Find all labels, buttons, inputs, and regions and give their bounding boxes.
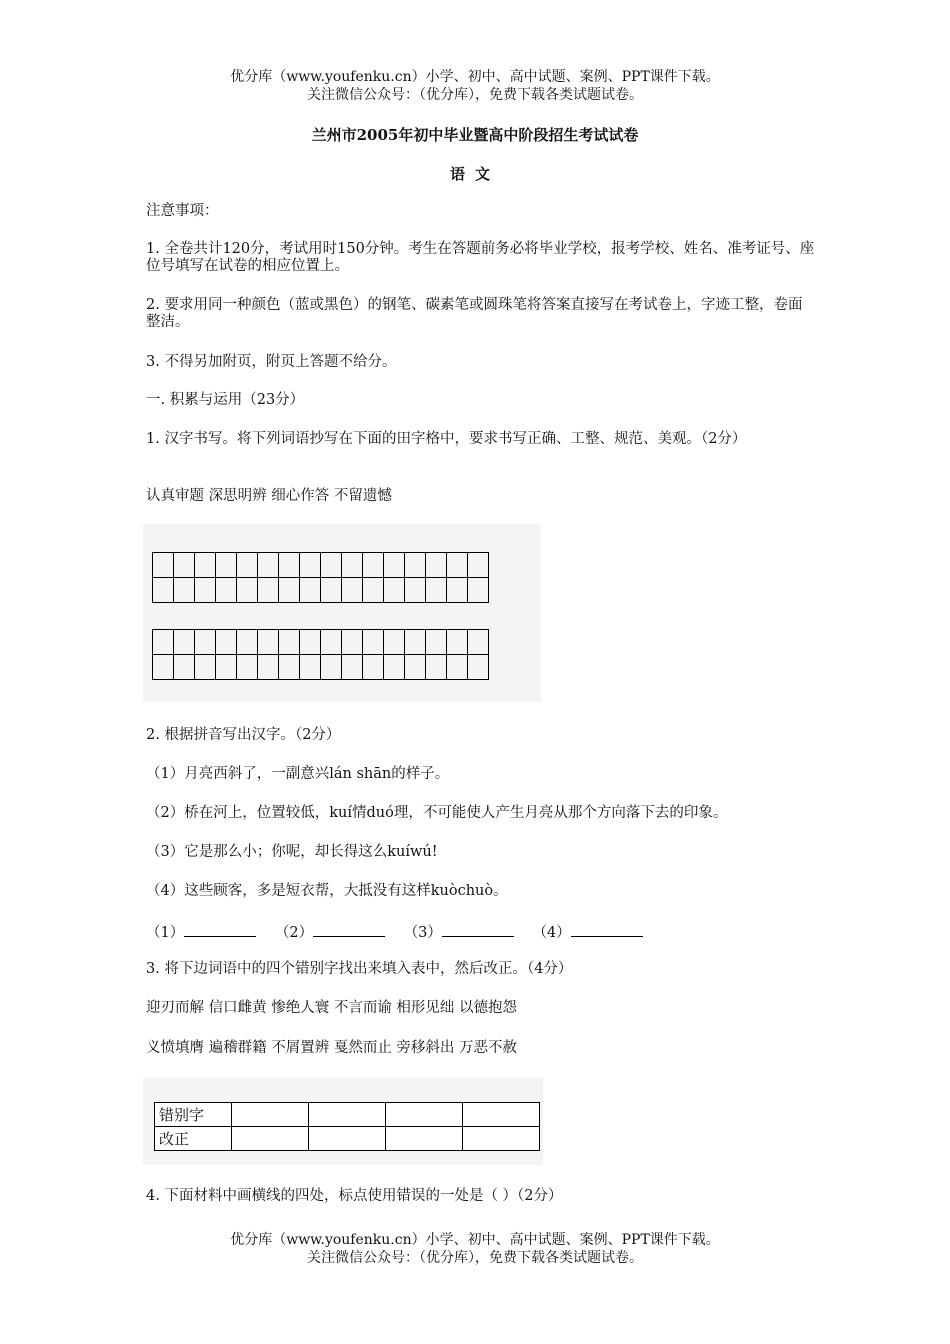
note-3: 3. 不得另加附页，附页上答题不给分。 (146, 354, 397, 370)
grid-cell[interactable] (258, 578, 279, 603)
answer-cell[interactable] (386, 1103, 463, 1127)
question-2-item-2: （2）桥在河上，位置较低，kuí情duó理，不可能使人产生月亮从那个方向落下去的印象。 (146, 805, 728, 821)
grid-cell[interactable] (405, 578, 426, 603)
grid-cell[interactable] (195, 553, 216, 578)
answer-blank-4[interactable] (571, 922, 643, 937)
grid-cell[interactable] (321, 578, 342, 603)
answer-blank-1[interactable] (184, 922, 256, 937)
grid-cell[interactable] (468, 655, 489, 680)
table-row (155, 1103, 540, 1127)
section-heading: 一. 积累与运用（23分） (146, 392, 305, 408)
grid-cell[interactable] (237, 630, 258, 655)
grid-cell[interactable] (468, 578, 489, 603)
table-row (155, 1127, 540, 1151)
grid-row (153, 578, 489, 603)
question-1: 1. 汉字书写。将下列词语抄写在下面的田字格中，要求书写正确、工整、规范、美观。（2分） (146, 431, 747, 447)
grid-cell[interactable] (153, 553, 174, 578)
answer-cell[interactable] (232, 1103, 309, 1127)
note-2: 2. 要求用同一种颜色（蓝或黑色）的钢笔、碳素笔或圆珠笔将答案直接写在考试卷上，字迹工整，卷面整洁。 (146, 297, 803, 330)
subject-title: 语文 (449, 165, 500, 183)
grid-cell[interactable] (405, 553, 426, 578)
grid-cell[interactable] (174, 553, 195, 578)
question-2-item-1: （1）月亮西斜了，一副意兴lán shān的样子。 (146, 766, 450, 782)
grid-cell[interactable] (195, 630, 216, 655)
grid-cell[interactable] (174, 655, 195, 680)
grid-cell[interactable] (363, 655, 384, 680)
grid-row (153, 655, 489, 680)
grid-cell[interactable] (279, 553, 300, 578)
grid-cell[interactable] (279, 578, 300, 603)
grid-cell[interactable] (426, 655, 447, 680)
correction-table (154, 1102, 540, 1151)
grid-cell[interactable] (300, 553, 321, 578)
question-3-words-2: 义愤填膺 遍稽群籍 不屑置辨 戛然而止 旁移斜出 万恶不赦 (146, 1040, 518, 1056)
answer-blanks (146, 922, 816, 942)
exam-title: 兰州市2005年初中毕业暨高中阶段招生考试试卷 (311, 126, 639, 144)
answer-cell[interactable] (232, 1127, 309, 1151)
grid-cell[interactable] (342, 655, 363, 680)
grid-cell[interactable] (363, 553, 384, 578)
grid-cell[interactable] (258, 630, 279, 655)
grid-cell[interactable] (279, 630, 300, 655)
grid-cell[interactable] (468, 630, 489, 655)
grid-cell[interactable] (468, 553, 489, 578)
grid-cell[interactable] (426, 578, 447, 603)
question-3-words-1: 迎刃而解 信口雌黄 惨绝人寰 不言而谕 相形见绌 以德抱怨 (146, 1000, 518, 1016)
grid-cell[interactable] (342, 553, 363, 578)
note-1: 1. 全卷共计120分，考试用时150分钟。考生在答题前务必将毕业学校，报考学校、姓名、准考证号、座位号填写在试卷的相应位置上。 (146, 241, 815, 274)
grid-cell[interactable] (405, 630, 426, 655)
blank-label-3: （3） (403, 925, 442, 941)
writing-grid-2[interactable] (152, 629, 489, 680)
grid-cell[interactable] (321, 553, 342, 578)
grid-cell[interactable] (447, 578, 468, 603)
writing-grid-1[interactable] (152, 552, 489, 603)
grid-cell[interactable] (342, 578, 363, 603)
grid-cell[interactable] (321, 630, 342, 655)
grid-row (153, 630, 489, 655)
grid-cell[interactable] (237, 553, 258, 578)
grid-cell[interactable] (300, 630, 321, 655)
answer-blank-3[interactable] (442, 922, 514, 937)
grid-cell[interactable] (216, 578, 237, 603)
answer-cell[interactable] (309, 1103, 386, 1127)
question-4: 4. 下面材料中画横线的四处，标点使用错误的一处是（ ）（2分） (146, 1188, 563, 1204)
grid-cell[interactable] (321, 655, 342, 680)
header-line-1: 优分库（www.youfenku.cn）小学、初中、高中试题、案例、PPT课件下载。 (230, 69, 720, 85)
grid-cell[interactable] (447, 553, 468, 578)
writing-grid-area (143, 524, 541, 702)
notes-heading: 注意事项： (146, 203, 219, 219)
grid-cell[interactable] (195, 655, 216, 680)
question-2: 2. 根据拼音写出汉字。（2分） (146, 727, 341, 743)
grid-cell[interactable] (363, 578, 384, 603)
grid-cell[interactable] (300, 655, 321, 680)
grid-cell[interactable] (447, 655, 468, 680)
grid-cell[interactable] (258, 553, 279, 578)
grid-cell[interactable] (174, 578, 195, 603)
grid-cell[interactable] (384, 655, 405, 680)
answer-cell[interactable] (309, 1127, 386, 1151)
question-1-words: 认真审题 深思明辨 细心作答 不留遗憾 (146, 488, 392, 504)
grid-cell[interactable] (174, 630, 195, 655)
grid-row (153, 553, 489, 578)
correction-table-area (143, 1077, 543, 1165)
grid-cell[interactable] (153, 630, 174, 655)
grid-cell[interactable] (258, 655, 279, 680)
footer-line-1: 优分库（www.youfenku.cn）小学、初中、高中试题、案例、PPT课件下载。 (230, 1232, 720, 1248)
grid-cell[interactable] (426, 630, 447, 655)
grid-cell[interactable] (216, 553, 237, 578)
grid-cell[interactable] (300, 578, 321, 603)
grid-cell[interactable] (384, 630, 405, 655)
answer-cell[interactable] (463, 1127, 540, 1151)
answer-blank-2[interactable] (313, 922, 385, 937)
grid-cell[interactable] (426, 553, 447, 578)
grid-cell[interactable] (342, 630, 363, 655)
question-2-item-3: （3）它是那么小；你呢，却长得这么kuíwú! (146, 844, 438, 860)
header-line-2: 关注微信公众号：（优分库），免费下载各类试题试卷。 (307, 87, 643, 103)
grid-cell[interactable] (405, 655, 426, 680)
grid-cell[interactable] (237, 578, 258, 603)
question-3: 3. 将下边词语中的四个错别字找出来填入表中，然后改正。（4分） (146, 961, 573, 977)
answer-cell[interactable] (386, 1127, 463, 1151)
row-label-correct: 改正 (155, 1127, 232, 1151)
grid-cell[interactable] (279, 655, 300, 680)
grid-cell[interactable] (384, 553, 405, 578)
grid-cell[interactable] (216, 630, 237, 655)
blank-label-4: （4） (532, 925, 571, 941)
grid-cell[interactable] (195, 578, 216, 603)
grid-cell[interactable] (447, 630, 468, 655)
answer-cell[interactable] (463, 1103, 540, 1127)
grid-cell[interactable] (153, 578, 174, 603)
grid-cell[interactable] (363, 630, 384, 655)
blank-label-2: （2） (274, 925, 314, 941)
footer-line-2: 关注微信公众号：（优分库），免费下载各类试题试卷。 (307, 1250, 643, 1266)
question-2-item-4: （4）这些顾客，多是短衣帮，大抵没有这样kuòchuò。 (146, 883, 508, 899)
grid-cell[interactable] (237, 655, 258, 680)
row-label-wrong: 错别字 (155, 1103, 232, 1127)
grid-cell[interactable] (384, 578, 405, 603)
grid-cell[interactable] (153, 655, 174, 680)
grid-cell[interactable] (216, 655, 237, 680)
blank-label-1: （1） (146, 925, 185, 941)
